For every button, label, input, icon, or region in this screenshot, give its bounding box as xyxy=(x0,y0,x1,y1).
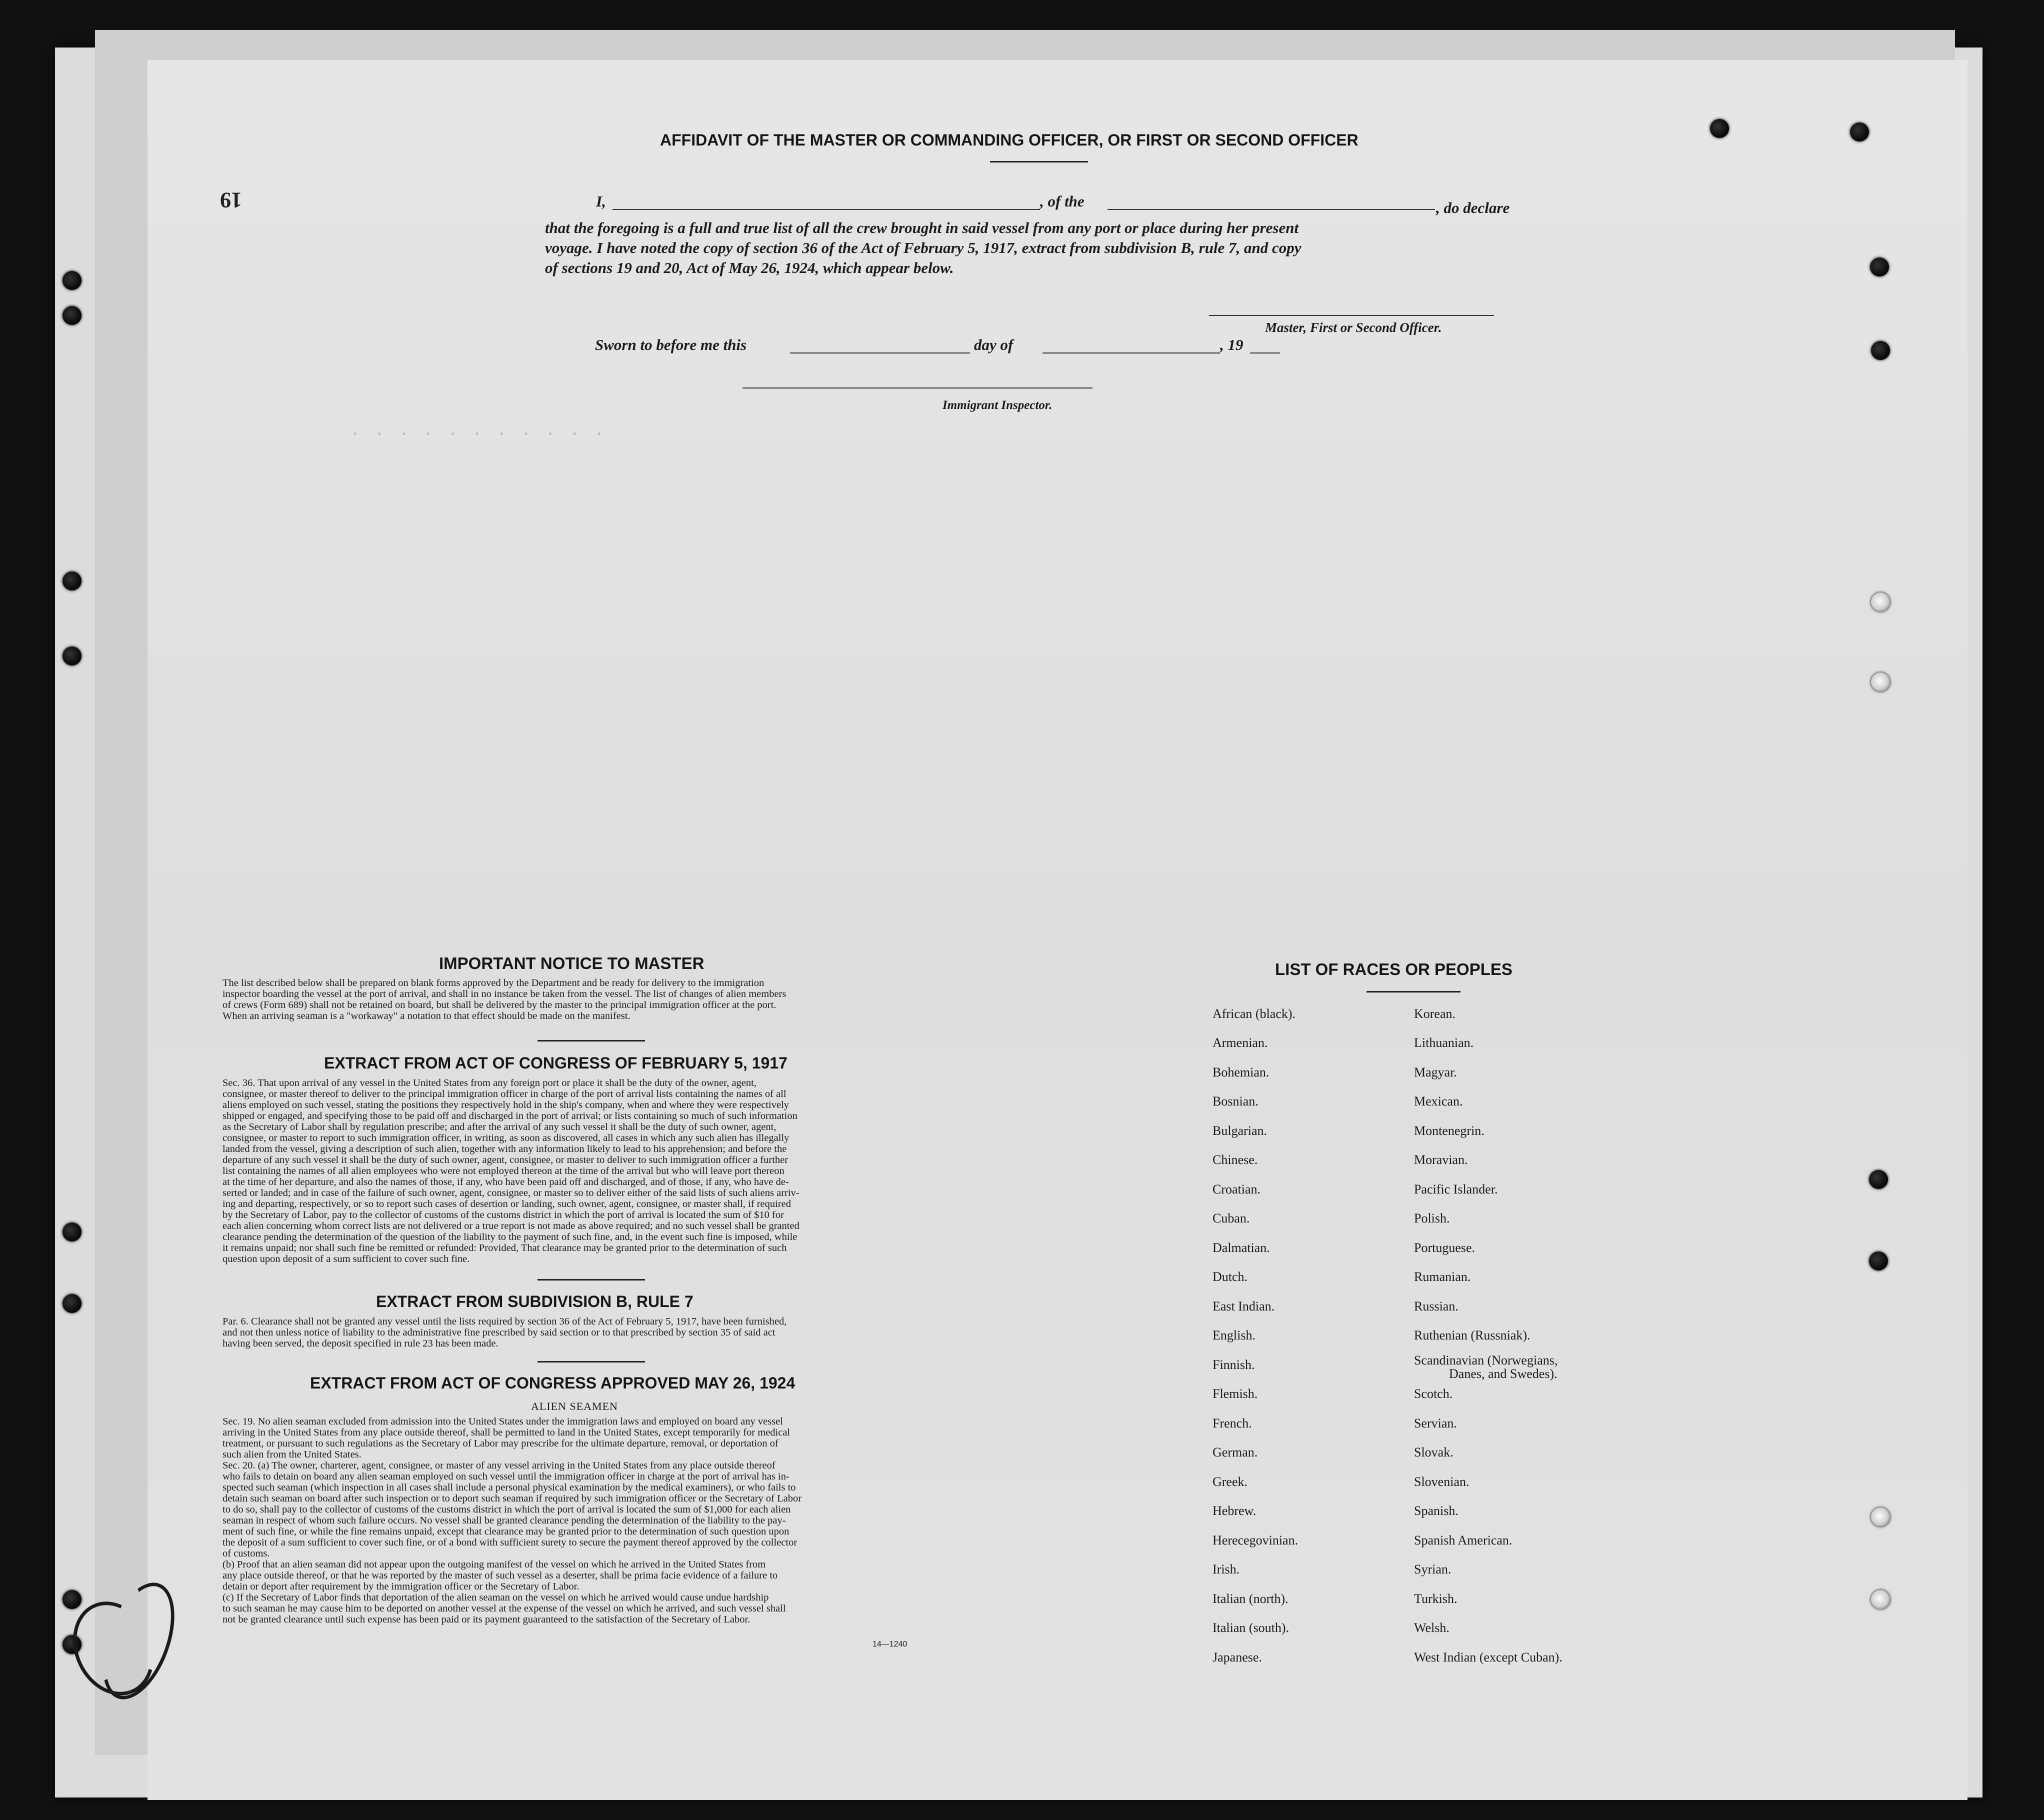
race-item: Japanese. xyxy=(1212,1650,1262,1664)
race-item: East Indian. xyxy=(1212,1299,1275,1314)
affidavit-text-line-3: of sections 19 and 20, Act of May 26, 1924, which appear below. xyxy=(545,259,954,276)
divider xyxy=(538,1279,645,1280)
title-underline xyxy=(990,161,1088,162)
punch-hole-icon xyxy=(62,1294,82,1313)
race-item: Greek. xyxy=(1212,1474,1248,1489)
race-item: German. xyxy=(1212,1445,1258,1460)
extract-rule7-title: EXTRACT FROM SUBDIVISION B, RULE 7 xyxy=(376,1292,694,1310)
race-item: Slovenian. xyxy=(1414,1474,1470,1489)
declarant-name-line xyxy=(612,209,1040,210)
race-item: Lithuanian. xyxy=(1414,1036,1474,1050)
punch-hole-icon xyxy=(62,1590,82,1609)
sworn-label: Sworn to before me this xyxy=(595,336,747,354)
race-item: Mexican. xyxy=(1414,1094,1463,1108)
divider xyxy=(538,1040,645,1042)
race-item: Croatian. xyxy=(1212,1182,1261,1196)
race-item: Italian (south). xyxy=(1212,1620,1290,1635)
punch-hole-icon xyxy=(62,1222,82,1242)
race-item: Spanish. xyxy=(1414,1504,1458,1518)
sworn-day-line xyxy=(790,352,970,354)
race-item: Turkish. xyxy=(1414,1592,1458,1606)
declarant-label: I, xyxy=(596,192,606,210)
vessel-name-line xyxy=(1108,209,1435,210)
race-item: Italian (north). xyxy=(1212,1592,1288,1606)
master-signature-label: Master, First or Second Officer. xyxy=(1265,320,1442,335)
margin-mark: 19 xyxy=(220,188,242,212)
race-item: Ruthenian (Russniak). xyxy=(1414,1328,1530,1342)
punch-hole-icon xyxy=(1710,119,1729,138)
punch-hole-icon xyxy=(1871,341,1890,360)
punch-hole-icon xyxy=(1871,592,1890,612)
race-item: Servian. xyxy=(1414,1416,1457,1430)
race-item: West Indian (except Cuban). xyxy=(1414,1650,1562,1664)
extract-1924-subtitle: ALIEN SEAMEN xyxy=(531,1400,618,1412)
form-number: 14—1240 xyxy=(872,1640,908,1648)
race-item: Pacific Islander. xyxy=(1414,1182,1498,1196)
declare-label: , do declare xyxy=(1436,199,1510,216)
extract-1924-title: EXTRACT FROM ACT OF CONGRESS APPROVED MAY 26, 1924 xyxy=(310,1374,796,1392)
race-item: English. xyxy=(1212,1328,1256,1342)
master-signature-line xyxy=(1209,315,1494,316)
race-item: Herecegovinian. xyxy=(1212,1533,1298,1548)
race-item: Armenian. xyxy=(1212,1036,1268,1050)
punch-hole-icon xyxy=(1869,1252,1888,1270)
notice-text: The list described below shall be prepared on blank forms approved by the Department and be ready for delivery to the immigration inspector boarding the vessel at the port of arrival, and shall in no instance be taken from the vessel. The list of changes of alien members of crews (Form 689) shall not be retained on board, but shall be delivered by the master to the principal immigration officer at the port. When an arriving seaman is a "workaway" a notation to that effect should be made on the manifest. xyxy=(222,978,786,1022)
year-label: , 19 xyxy=(1220,336,1244,354)
race-item: Chinese. xyxy=(1212,1152,1258,1167)
race-item: Spanish American. xyxy=(1414,1533,1512,1548)
bleed-through: · · · · · · · · · · · xyxy=(350,425,606,444)
race-item: Moravian. xyxy=(1414,1152,1468,1167)
race-item: Rumanian. xyxy=(1414,1270,1471,1284)
race-item: Hebrew. xyxy=(1212,1504,1256,1518)
race-item: Korean. xyxy=(1414,1006,1456,1021)
year-line xyxy=(1250,352,1280,354)
punch-hole-icon xyxy=(1850,122,1869,142)
extract-rule7-text: Par. 6. Clearance shall not be granted any vessel until the lists required by section 36 of the Act of February 5, 1917, have been furnished, and not then unless notice of liability to the administrative fine prescribed by said section or to that prescribed by section 35 of said act having been served, the deposit specified in rule 23 has been made. xyxy=(222,1316,787,1349)
divider xyxy=(1366,991,1460,992)
race-item: French. xyxy=(1212,1416,1252,1430)
race-item: Russian. xyxy=(1414,1299,1458,1314)
race-item: Finnish. xyxy=(1212,1358,1255,1372)
notice-title: IMPORTANT NOTICE TO MASTER xyxy=(439,954,704,972)
punch-hole-icon xyxy=(1871,672,1890,692)
race-item: Slovak. xyxy=(1414,1445,1454,1460)
race-item: Scotch. xyxy=(1414,1386,1453,1401)
affidavit-text-line-2: voyage. I have noted the copy of section 36 of the Act of February 5, 1917, extract from subdivision B, rule 7, and copy xyxy=(545,239,1302,256)
punch-hole-icon xyxy=(62,646,82,666)
race-item: Bosnian. xyxy=(1212,1094,1258,1108)
extract-1917-text: Sec. 36. That upon arrival of any vessel in the United States from any foreign port or place it shall be the duty of the owner, agent, consignee, or master thereof to deliver to the principal immigration officer in charge of the port of arrival lists containing the names of all aliens employed on such vessel, stating the positions they respectively hold in the ship's company, when and where they were respectively shipped or engaged, and specifying those to be paid off and discharged in the port of arrival; or lists containing so much of such information as the Secretary of Labor shall by regulation prescribe; and after the arrival of any such vessel it shall be the duty of such owner, agent, consignee, or master to report to such immigration officer, in writing, as soon as discovered, all cases in which any such alien has illegally landed from the vessel, giving a description of such alien, together with any information likely to lead to his apprehension; and before the departure of any such vessel it shall be the duty of such owner, agent, consignee, or master to deliver to such immigration officer a further list containing the names of all alien employees who were not employed thereon at the time of the arrival but who will leave port thereon at the time of her departure, and also the names of those, if any, who have been paid off and discharged, and of those, if any, who have de- serted or landed; and in case of the failure of such owner, agent, consignee, or master so to deliver either of the said lists of such aliens arriv- ing and departing, respectively, or so to report such cases of desertion or landing, such owner, agent, consignee, or master shall, if required by the Secretary of Labor, pay to the collector of customs of the customs district in which the port of arrival is located the sum of $10 for each alien concerning whom correct lists are not delivered or a true report is not made as above required; and no such vessel shall be granted clearance pending the determination of the question of the liability to the payment of such fine, and, in the event such fine is imposed, while it remains unpaid; nor shall such fine be remitted or refunded: Provided, That clearance may be granted prior to the determination of such question upon deposit of a sum sufficient to cover such fine. xyxy=(222,1078,800,1264)
punch-hole-icon xyxy=(62,306,82,325)
race-item: Montenegrin. xyxy=(1414,1124,1484,1138)
race-item: Scandinavian (Norwegians, xyxy=(1414,1353,1558,1368)
race-item: Flemish. xyxy=(1212,1386,1258,1401)
race-item: Syrian. xyxy=(1414,1562,1452,1576)
punch-hole-icon xyxy=(62,572,82,590)
race-item: Bohemian. xyxy=(1212,1065,1270,1080)
race-item: Dutch. xyxy=(1212,1270,1248,1284)
divider xyxy=(538,1361,645,1362)
race-item: Irish. xyxy=(1212,1562,1240,1576)
races-title: LIST OF RACES OR PEOPLES xyxy=(1275,960,1512,978)
punch-hole-icon xyxy=(62,271,82,290)
race-item: Magyar. xyxy=(1414,1065,1457,1080)
punch-hole-icon xyxy=(1871,1590,1890,1609)
affidavit-text-line-1: that the foregoing is a full and true list of all the crew brought in said vessel from any port or place during her present xyxy=(545,219,1299,236)
sworn-month-line xyxy=(1042,352,1220,354)
race-item: African (black). xyxy=(1212,1006,1296,1021)
race-item-continued: Danes, and Swedes). xyxy=(1449,1366,1558,1381)
extract-1917-title: EXTRACT FROM ACT OF CONGRESS OF FEBRUARY 5, 1917 xyxy=(324,1054,788,1072)
punch-hole-icon xyxy=(1870,258,1889,276)
race-item: Bulgarian. xyxy=(1212,1124,1268,1138)
race-item: Polish. xyxy=(1414,1211,1450,1226)
race-item: Cuban. xyxy=(1212,1211,1250,1226)
race-item: Welsh. xyxy=(1414,1620,1450,1635)
punch-hole-icon xyxy=(1869,1170,1888,1189)
affidavit-title: AFFIDAVIT OF THE MASTER OR COMMANDING OFFICER, OR FIRST OR SECOND OFFICER xyxy=(660,131,1358,149)
vessel-label: , of the xyxy=(1040,192,1084,210)
inspector-label: Immigrant Inspector. xyxy=(942,398,1052,412)
punch-hole-icon xyxy=(1871,1508,1890,1526)
race-item: Dalmatian. xyxy=(1212,1240,1270,1255)
race-item: Portuguese. xyxy=(1414,1240,1476,1255)
day-of-label: day of xyxy=(974,336,1014,354)
extract-1924-text: Sec. 19. No alien seaman excluded from admission into the United States under the immigration laws and employed on board any vessel arriving in the United States from any place outside thereof, shall be permitted to land in the United States, except temporarily for medical treatment, or pursuant to such regulations as the Secretary of Labor may prescribe for the ultimate departure, removal, or deportation of such alien from the United States. Sec. 20. (a) The owner, charterer, agent, consignee, or master of any vessel arriving in the United States from any place outside thereof who fails to detain on board any alien seaman employed on such vessel until the immigration officer in charge at the port of arrival has in- spected such seaman (which inspection in all cases shall include a personal physical examination by the medical examiners), or who fails to detain such seaman on board after such inspection or to deport such seaman if required by such immigration officer or the Secretary of Labor to do so, shall pay to the collector of customs of the customs district in which the port of arrival is located the sum of $1,000 for each alien seaman in respect of whom such failure occurs. No vessel shall be granted clearance pending the determination of the liability to the pay- ment of such fine, or while the fine remains unpaid, except that clearance may be granted prior to the determination of such question upon the deposit of a sum sufficient to cover such fine, or of a bond with sufficient surety to secure the payment thereof approved by the collector of customs. (b) Proof that an alien seaman did not appear upon the outgoing manifest of the vessel on which he arrived in the United States from any place outside thereof, or that he was reported by the master of such vessel as a deserter, shall be prima facie evidence of a failure to detain or deport after requirement by the immigration officer or the Secretary of Labor. (c) If the Secretary of Labor finds that deportation of the alien seaman on the vessel on which he arrived would cause undue hardship to such seaman he may cause him to be deported on another vessel at the expense of the vessel on which he arrived, and such vessel shall not be granted clearance until such expense has been paid or its payment guaranteed to the satisfaction of the Secretary of Labor. xyxy=(222,1416,802,1625)
